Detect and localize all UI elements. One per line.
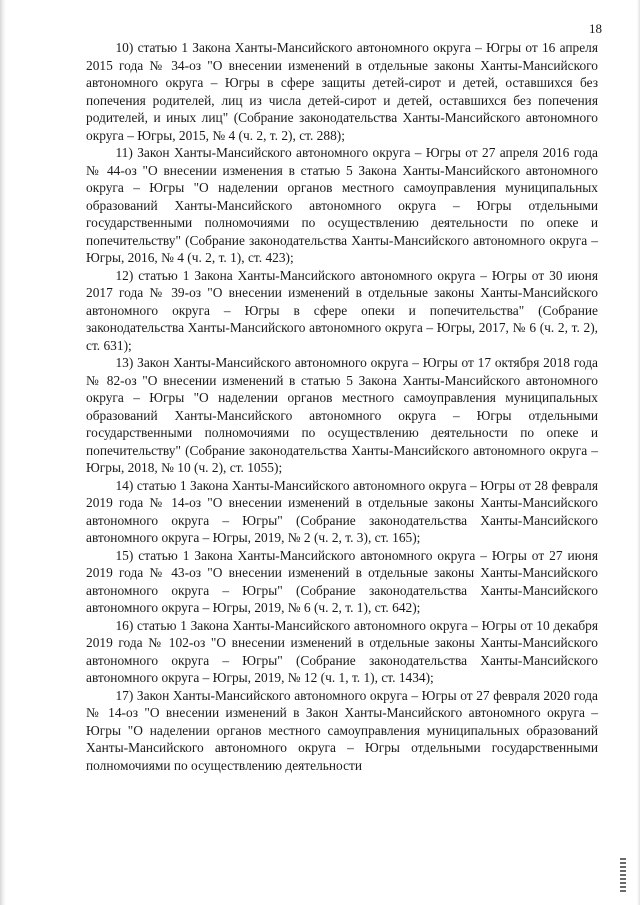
list-item-16: 16) статью 1 Закона Ханты-Мансийского автономного округа – Югры от 10 декабря 2019 года № 102-оз "О внесении изменений в отдельные законы Ханты-Мансийского автономного округа – Югры" (Собрание законодательства Ханты-Мансийского автономного округа – Югры, 2019, № 12 (ч. 1, т. 1), ст. 1434); xyxy=(86,617,598,685)
page-number: 18 xyxy=(589,21,602,36)
list-item-11: 11) Закон Ханты-Мансийского автономного округа – Югры от 27 апреля 2016 года № 44-оз "О внесении изменения в статью 5 Закона Ханты-Мансийского автономного округа – Югры "О наделении органов местного самоуправления муниципальных образований Ханты-Мансийского автономного округа – Югры отдельными государственными полномочиями по осуществлению деятельности по опеке и попечительству" (Собрание законодательства Ханты-Мансийского автономного округа – Югры, 2016, № 4 (ч. 2, т. 1), ст. 423); xyxy=(86,145,598,265)
list-item-14: 14) статью 1 Закона Ханты-Мансийского автономного округа – Югры от 28 февраля 2019 года № 14-оз "О внесении изменений в отдельные законы Ханты-Мансийского автономного округа – Югры" (Собрание законодательства Ханты-Мансийского автономного округа – Югры, 2019, № 2 (ч. 2, т. 3), ст. 165); xyxy=(86,477,598,545)
list-item-15: 15) статью 1 Закона Ханты-Мансийского автономного округа – Югры от 27 июня 2019 года № 43-оз "О внесении изменений в отдельные законы Ханты-Мансийского автономного округа – Югры" (Собрание законодательства Ханты-Мансийского автономного округа – Югры, 2019, № 6 (ч. 2, т. 1), ст. 642); xyxy=(86,547,598,615)
list-item-13: 13) Закон Ханты-Мансийского автономного округа – Югры от 17 октября 2018 года № 82-оз "О внесении изменений в статью 5 Закона Ханты-Мансийского автономного округа – Югры "О наделении органов местного самоуправления муниципальных образований Ханты-Мансийского автономного округа – Югры отдельными государственными полномочиями по осуществлению деятельности по опеке и попечительству" (Собрание законодательства Ханты-Мансийского автономного округа – Югры, 2018, № 10 (ч. 2), ст. 1055); xyxy=(86,355,598,475)
document-body xyxy=(86,39,598,774)
list-item-17: 17) Закон Ханты-Мансийского автономного округа – Югры от 27 февраля 2020 года № 14-оз "О внесении изменений в Закон Ханты-Мансийского автономного округа – Югры "О наделении органов местного самоуправления муниципальных образований Ханты-Мансийского автономного округа – Югры отдельными государственными полномочиями по осуществлению деятельности xyxy=(86,687,598,773)
list-item-10: 10) статью 1 Закона Ханты-Мансийского автономного округа – Югры от 16 апреля 2015 года № 34-оз "О внесении изменений в отдельные законы Ханты-Мансийского автономного округа – Югры в сфере защиты детей-сирот и детей, оставшихся без попечения родителей, лиц из числа детей-сирот и детей, оставшихся без попечения родителей, и иных лиц" (Собрание законодательства Ханты-Мансийского автономного округа – Югры, 2015, № 4 (ч. 2, т. 2), ст. 288); xyxy=(86,40,598,143)
scan-left-edge xyxy=(0,0,6,905)
scan-margin-mark xyxy=(620,858,626,894)
list-item-12: 12) статью 1 Закона Ханты-Мансийского автономного округа – Югры от 30 июня 2017 года № 39-оз "О внесении изменений в отдельные законы Ханты-Мансийского автономного округа – Югры в сфере опеки и попечительства" (Собрание законодательства Ханты-Мансийского автономного округа – Югры, 2017, № 6 (ч. 2, т. 2), ст. 631); xyxy=(86,267,598,353)
